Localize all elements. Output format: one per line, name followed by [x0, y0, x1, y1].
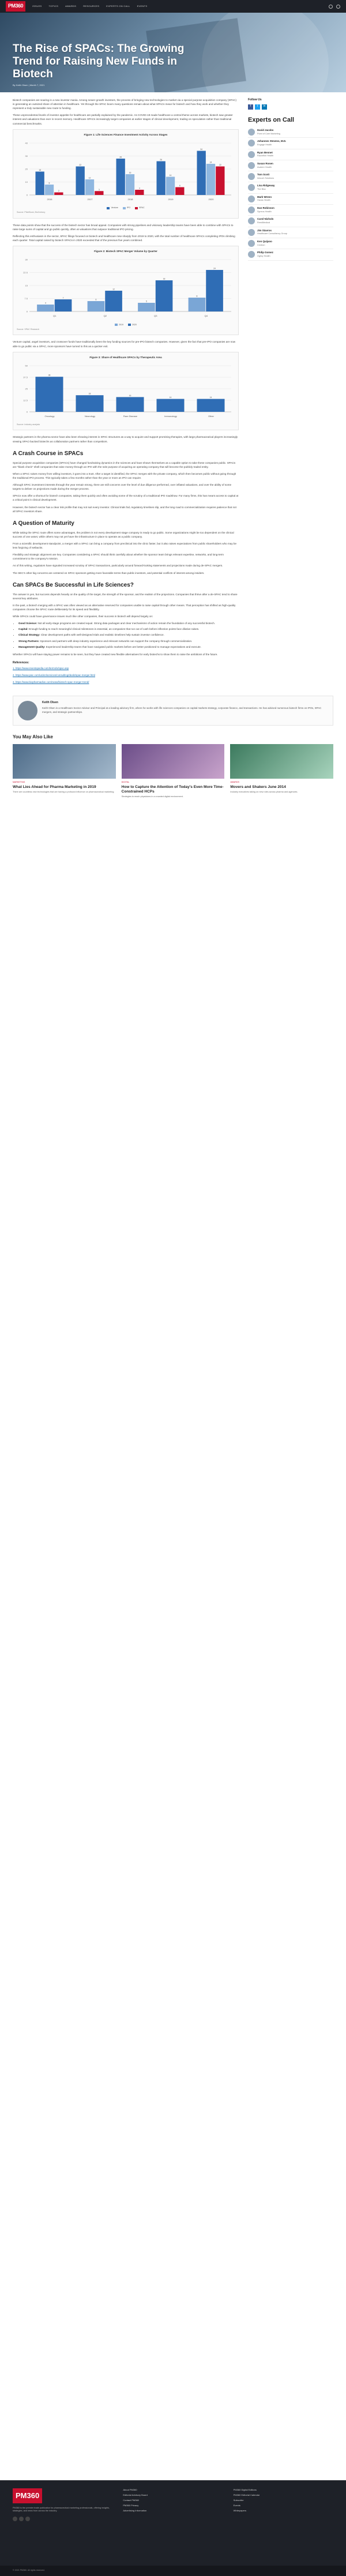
- paragraph: Reflecting this enthusiasm in the sector, SPAC filings focused on biotech and healthcare rose sharply from 2019 to 2020, with the total number of healthcare SPACs completing IPOs climbing each quarter. Total capital raised by biotech SPACs in 2020 exceeded that of the previous five years combined.: [13, 235, 235, 242]
- expert-org: ReedMedical: [257, 221, 270, 224]
- related-card[interactable]: [230, 744, 333, 799]
- expert-item[interactable]: [248, 194, 333, 205]
- related-thumbnail[interactable]: [13, 744, 116, 779]
- bar: [116, 159, 125, 195]
- y-tick-label: 22.5: [23, 271, 28, 275]
- legend-label: Venture: [111, 206, 118, 209]
- twitter-icon[interactable]: [19, 2517, 24, 2521]
- related-title[interactable]: Movers and Shakers June 2014: [230, 785, 286, 790]
- data-label: 4: [138, 187, 140, 190]
- figure-source: Source: PitchBook, BioCentury: [17, 211, 46, 214]
- expert-name[interactable]: Mark Wrenn: [257, 195, 272, 198]
- data-label: 12: [112, 288, 115, 291]
- expert-item[interactable]: [248, 205, 333, 216]
- figure-title: Figure 2: Biotech SPAC Merger Volume by Quarter: [94, 250, 157, 253]
- related-excerpt: Industry executives taking on new roles across pharma and agencies.: [230, 791, 298, 793]
- figure-1-chart: [17, 140, 235, 203]
- sidebar: [248, 98, 333, 688]
- data-label: 2: [58, 189, 59, 192]
- bar: [126, 174, 134, 195]
- paragraph: These data points show that the success of the biotech sector has broad appeal. Companies with strong pipelines and visionary leadership teams have been able to combine with SPACs to raise large sums of capital and go public quickly, often at valuations that outpace traditional IPO pricing.: [13, 223, 234, 231]
- y-tick-label: 0: [26, 410, 28, 414]
- data-label: 14: [169, 174, 172, 177]
- expert-avatar: [248, 217, 255, 224]
- figure-2: [13, 246, 239, 335]
- bar: [36, 377, 63, 412]
- bar: [166, 177, 175, 195]
- chart-legend: [17, 206, 235, 209]
- x-tick-label: 2016: [47, 197, 52, 201]
- data-label: 14: [169, 396, 172, 399]
- expert-item[interactable]: [248, 238, 333, 249]
- bar: [95, 191, 103, 195]
- expert-item[interactable]: [248, 227, 333, 238]
- y-tick-label: 25: [25, 387, 28, 390]
- list-item: • Strong Partners: Sponsors and partners with deep industry experience and relevant networks can support the company through commercialization.: [18, 639, 239, 643]
- figure-title: Figure 3: Share of Healthcare SPACs by Therapeutic Area: [89, 355, 162, 359]
- nav-link[interactable]: AWARDS: [65, 5, 77, 7]
- footer-link[interactable]: PM360 Privacy: [123, 2504, 139, 2507]
- figure-source: Source: Industry analysis: [17, 423, 40, 426]
- bar: [135, 190, 144, 195]
- paragraph: Special purpose acquisition companies (SPACs) have changed fundraising dynamics in the sciences and have shown themselves as a capable option to take these companies public. SPACs are "blank check" shell companies that raise money through an IPO with the sole purpose of acquiring an operating company that will become the publicly traded entity.: [13, 461, 236, 468]
- bar: [76, 163, 85, 195]
- data-label: 26: [160, 158, 163, 161]
- y-tick-label: 0: [26, 193, 28, 197]
- nav-link[interactable]: EVENTS: [137, 5, 148, 7]
- search-icon[interactable]: [329, 5, 333, 9]
- list-item: • Management Quality: Experienced leadership teams that have navigated public markets before are better positioned to manage expectations and execute.: [18, 645, 239, 649]
- related-title[interactable]: How to Capture the Attention of Today's Even More Time-Constrained HCPs: [121, 785, 224, 794]
- expert-org: Engage Health: [257, 143, 272, 146]
- user-icon[interactable]: [336, 5, 340, 9]
- bar: [105, 291, 122, 311]
- x-tick-label: Oncology: [44, 414, 55, 418]
- x-tick-label: Q3: [154, 314, 157, 318]
- bar: [216, 163, 224, 195]
- data-label: 34: [200, 148, 203, 151]
- chart-legend: [17, 324, 235, 326]
- hero-text: [13, 43, 203, 87]
- related-category: AWARDS: [230, 780, 239, 783]
- related-card[interactable]: [13, 744, 116, 799]
- footer-links-1: [123, 2488, 223, 2558]
- reference-link[interactable]: 3. https://www.biopharmadive.com/news/biotech-spac-merger-trend/: [13, 680, 89, 684]
- data-label: 7: [62, 296, 64, 299]
- related-excerpt: There are countless new technologies that are having a profound influence on pharmaceutical marketing.: [13, 791, 115, 793]
- reference-link[interactable]: 1. https://www.investopedia.com/terms/s/spac.asp: [13, 667, 69, 670]
- footer-link[interactable]: About PM360: [123, 2488, 137, 2491]
- data-label: 14: [209, 396, 212, 399]
- figure-source: Source: SPAC Research: [17, 328, 40, 331]
- expert-name[interactable]: Ken Quijano: [257, 239, 272, 243]
- article-body: [13, 98, 239, 688]
- paragraph: In the past, a biotech merging with a SPAC was often viewed as an alternative reserved for companies unable to raise capital through other means. That perception has shifted as high-quality companies choose the SPAC route deliberately for its speed and flexibility.: [13, 603, 236, 611]
- paragraph: Venture capital, angel investors, and crossover funds have traditionally been the key funding sources for pre-IPO biotech companies. However, given the fact that pre-IPO companies are now able to go public via a SPAC, more sponsors have turned to this as a quicker exit.: [13, 340, 236, 348]
- legend-label: SPAC: [139, 206, 145, 209]
- expert-name[interactable]: Lisa Ridgeway: [257, 184, 275, 187]
- expert-org: The Bloc: [257, 188, 266, 191]
- y-tick-label: 15: [25, 284, 28, 287]
- x-tick-label: Rare Disease: [123, 414, 138, 418]
- data-label: 3: [98, 188, 100, 191]
- y-tick-label: 40: [25, 141, 28, 145]
- related-category: MARKETING: [13, 780, 25, 783]
- legend-swatch: [107, 207, 110, 209]
- nav-link[interactable]: ISSUES: [32, 5, 42, 7]
- bar: [175, 184, 184, 195]
- legend-entry: [128, 324, 137, 326]
- related-heading: You May Also Like: [13, 734, 53, 739]
- section-heading: A Question of Maturity: [13, 520, 74, 527]
- footer-logo[interactable]: PM360: [13, 2488, 42, 2503]
- paragraph: Flexibility and strategic alignment are key. Companies considering a SPAC should think carefully about whether the sponsor team brings relevant expertise, networks, and long-term commitment to the company's mission.: [13, 553, 224, 561]
- expert-avatar: [248, 240, 255, 247]
- paragraph: Although SPAC investment interests through the year remain strong, there are still concerns over the level of due diligence performed, over inflated valuations, and over the ability of some targets to deliver on projections made during the merger process.: [13, 483, 232, 491]
- expert-item[interactable]: [248, 182, 333, 193]
- paragraph: From a scientific development standpoint, a merger with a SPAC can bring a company from preclinical into the clinic faster, but it also raises expectations from public shareholders who may be less forgiving of setbacks.: [13, 542, 237, 550]
- expert-avatar: [248, 129, 255, 136]
- bar: [88, 298, 105, 311]
- expert-org: Avalere Health: [257, 166, 272, 168]
- x-tick-label: Q4: [204, 314, 208, 318]
- nav-links: [32, 5, 147, 8]
- expert-org: Syneos Health: [257, 210, 272, 213]
- expert-org: Havas Health: [257, 199, 270, 202]
- data-label: 24: [209, 161, 212, 164]
- expert-name[interactable]: Dan Robinson: [257, 206, 274, 210]
- site-logo[interactable]: PM360: [6, 1, 25, 12]
- legend-entry: [123, 206, 130, 209]
- paragraph: While taking the SPAC route offers some advantages, the problem is not every development stage company is ready to go public. Some organizations might be too dependent on the clinical success of one asset, while others may not yet have the infrastructure in place to operate as a public company.: [13, 531, 234, 538]
- author-box: [13, 696, 333, 726]
- figure-title: Figure 1: Life Sciences Finance Investment Activity Across Stages: [84, 133, 168, 136]
- references-heading: References:: [13, 660, 29, 664]
- expert-name[interactable]: Jim Stavros: [257, 228, 272, 232]
- legend-entry: [107, 206, 118, 209]
- expert-name[interactable]: Tom Scott: [257, 173, 270, 177]
- legend-swatch: [115, 324, 118, 326]
- related-excerpt: Strategies to reach physicians in a crowded digital environment.: [121, 795, 183, 798]
- footer-link[interactable]: Advertising Information: [123, 2509, 147, 2512]
- legend-entry: [115, 324, 123, 326]
- expert-org: Razorfish Health: [257, 155, 274, 157]
- related-card[interactable]: [122, 744, 225, 799]
- bar: [76, 395, 104, 412]
- y-tick-label: 10: [25, 180, 28, 183]
- author-bio: Keith Olsen is a Healthcare Sector Advisor and Principal at a leading advisory firm, where he works with life sciences companies on capital markets strategy, corporate finance, and transactions. He has advised numerous biotech firms on IPOs, SPAC mergers, and strategic partnerships.: [42, 707, 322, 714]
- expert-name[interactable]: Johannes Stevens, M.D.: [257, 140, 287, 143]
- expert-org: Intouch Solutions: [257, 177, 274, 179]
- copyright: © 2021 PM360. All rights reserved.: [0, 2566, 346, 2576]
- nav-actions: [329, 5, 340, 9]
- expert-avatar: [248, 173, 255, 180]
- expert-avatar: [248, 251, 255, 258]
- related-category: DIGITAL: [121, 780, 130, 783]
- x-tick-label: Q2: [103, 314, 107, 318]
- bar: [157, 158, 166, 195]
- bar: [206, 267, 223, 311]
- follow-heading: Follow Us: [248, 98, 262, 102]
- bar: [156, 277, 173, 311]
- legend-swatch: [123, 207, 126, 209]
- data-label: 28: [119, 156, 122, 159]
- figure-2-chart: [17, 256, 235, 320]
- y-tick-label: 50: [25, 364, 28, 367]
- legend-swatch: [135, 207, 138, 209]
- top-nav: [0, 0, 346, 13]
- paragraph: When a SPAC raises money from willing investors, it goes into a trust. After a target is identified, the SPAC merges with the private company, which then becomes public without going through the traditional IPO process. This typically takes a few months rather than the year or more an IPO can require.: [13, 472, 236, 479]
- paragraph: However, the biotech sector has a clear risk profile that may not suit every investor. Clinical trials fail, regulatory timelines slip, and the long road to commercialization requires patience that not all SPAC investors share.: [13, 505, 236, 513]
- footer-link[interactable]: Editorial Advisory Board: [123, 2494, 148, 2496]
- x-tick-label: 2018: [127, 197, 133, 201]
- footer-link[interactable]: Subscribe: [233, 2499, 244, 2502]
- expert-avatar: [248, 229, 255, 236]
- linkedin-icon[interactable]: [25, 2517, 30, 2521]
- data-label: 18: [88, 392, 91, 395]
- paragraph: SPACs now offer a shortcut for biotech companies, taking them quickly and often avoiding some of the scrutiny of a traditional IPO roadshow. For many firms, this has meant access to capital at a critical point in clinical development.: [13, 494, 239, 502]
- article-title: The Rise of SPACs: The Growing Trend for Raising New Funds in Biotech: [13, 43, 185, 80]
- bar: [197, 151, 206, 195]
- paragraph: While SPACs could have governance issues much like other companies, their success in biotech will depend largely on:: [13, 615, 153, 618]
- data-label: 24: [213, 267, 216, 270]
- expert-name[interactable]: Ryan Bennet: [257, 151, 273, 154]
- related-title[interactable]: What Lies Ahead for Pharma Marketing in 2019: [13, 785, 96, 790]
- x-tick-label: Neurology: [84, 414, 96, 418]
- data-label: 6: [95, 298, 97, 301]
- expert-avatar: [248, 206, 255, 213]
- experts-heading: Experts on Call: [248, 116, 295, 123]
- expert-item[interactable]: [248, 249, 333, 260]
- twitter-icon[interactable]: t: [255, 104, 260, 110]
- legend-label: IPO: [126, 206, 131, 209]
- y-tick-label: 20: [25, 167, 28, 171]
- expert-item[interactable]: [248, 171, 333, 182]
- y-tick-label: 30: [25, 154, 28, 157]
- expert-org: Centron: [257, 243, 265, 246]
- data-label: 18: [163, 277, 166, 280]
- footer-social: [13, 2517, 112, 2521]
- references: [13, 661, 239, 685]
- paragraph: Whether SPACs will have staying power remains to be seen, but they have created new flexible alternatives for early biotechs to show them to raise the ambitions of the future.: [13, 652, 218, 656]
- data-label: 18: [39, 168, 42, 171]
- figure-1: [13, 129, 239, 219]
- author-name[interactable]: Keith Olsen: [42, 700, 58, 704]
- follow-us: [248, 98, 333, 110]
- bar: [206, 164, 215, 195]
- expert-name[interactable]: Philip Gomez: [257, 251, 273, 254]
- expert-org: Ogilvy Health: [257, 254, 270, 257]
- footer-link[interactable]: Whitepapers: [233, 2509, 247, 2512]
- x-tick-label: Other: [208, 414, 215, 418]
- footer-link[interactable]: Events: [233, 2504, 240, 2507]
- bar: [37, 305, 54, 311]
- bar: [54, 189, 63, 195]
- y-tick-label: 7.5: [24, 297, 28, 301]
- figure-3: [13, 352, 239, 431]
- legend-swatch: [128, 324, 131, 326]
- legend-entry: [135, 206, 145, 209]
- list-item: • Capital: Enough funding to reach meaningful clinical milestones is essential, as companies that run out of cash before inflection points face dilutive raises.: [18, 627, 239, 631]
- list-item: • Clinical Strategy: Clear development paths with well-designed trials and realistic timelines help sustain investor confidence.: [18, 633, 239, 637]
- bar: [116, 397, 144, 412]
- related-thumbnail[interactable]: [230, 744, 333, 779]
- site-footer: [0, 2480, 346, 2566]
- section-heading: A Crash Course in SPACs: [13, 450, 84, 457]
- bar: [157, 399, 185, 411]
- bar: [36, 168, 44, 195]
- facebook-icon[interactable]: [13, 2517, 17, 2521]
- expert-avatar: [248, 196, 255, 202]
- nav-link[interactable]: EXPERTS ON CALL: [106, 5, 130, 7]
- legend-label: 2020: [132, 323, 137, 326]
- expert-name[interactable]: Carol Nichols: [257, 217, 274, 221]
- y-tick-label: 30: [25, 258, 28, 261]
- paragraph: Strategic partners in the pharma sector have also been showing interest in SPAC structures as a way to acquire and support promising therapies, with large pharmaceutical players increasingly viewing SPAC-backed biotechs as collaboration partners rather than competitors.: [13, 435, 238, 443]
- section-heading: Can SPACs Be Successful in Life Sciences?: [13, 581, 134, 588]
- footer-about: PM360 is the premier trade publication for pharmaceutical marketing professionals, offering insights, strategies, and news from across the industry.: [13, 2506, 110, 2513]
- data-label: 4: [44, 302, 46, 305]
- data-label: 22: [219, 163, 221, 166]
- expert-item[interactable]: [248, 216, 333, 227]
- data-label: 22: [79, 163, 82, 166]
- data-label: 16: [129, 171, 131, 174]
- bar: [197, 399, 225, 411]
- article-byline: By Keith Olsen | Month 7, 2021: [13, 83, 45, 87]
- expert-org: Healthcare Consultancy Group: [257, 232, 287, 235]
- expert-avatar: [248, 140, 255, 147]
- y-tick-label: 12.5: [23, 399, 28, 402]
- bar: [85, 179, 94, 195]
- footer-link[interactable]: PM360 Editorial Calendar: [233, 2494, 260, 2496]
- x-tick-label: 2017: [87, 197, 93, 201]
- data-label: 5: [145, 300, 147, 303]
- success-factors-list: [18, 621, 239, 649]
- footer-link[interactable]: Contact PM360: [123, 2499, 139, 2502]
- experts-on-call: [248, 115, 333, 261]
- nav-link[interactable]: TOPICS: [48, 5, 59, 7]
- expert-name[interactable]: David Jacobs: [257, 129, 274, 132]
- list-item: • Good Science: Not all early-stage programs are created equal. Strong data packages and clear mechanisms of action remain the foundation of any successful biotech.: [18, 621, 239, 625]
- y-tick-label: 37.5: [23, 375, 28, 379]
- x-tick-label: Immunology: [164, 414, 177, 418]
- expert-item[interactable]: [248, 160, 333, 171]
- nav-link[interactable]: RESOURCES: [83, 5, 100, 7]
- bar: [45, 185, 54, 195]
- x-tick-label: Q1: [53, 314, 57, 318]
- y-tick-label: 0: [26, 310, 28, 313]
- data-label: 6: [179, 184, 180, 187]
- expert-name[interactable]: Susan Rosen: [257, 162, 273, 165]
- related-articles: [13, 734, 333, 799]
- data-label: 38: [48, 374, 51, 377]
- paragraph: These unprecedented levels of investor appetite for healthcare are partially explained by the pandemic. As COVID-19 made healthcare a central theme across markets, biotech saw greater interest and valuations than ever in recent memory. Healthcare SPACs increasingly target companies at earlier stages of clinical development, trading on speculation rather than traditional commercial benchmarks.: [13, 114, 233, 125]
- expert-avatar: [248, 151, 255, 158]
- social-links: [248, 104, 333, 110]
- related-thumbnail[interactable]: [122, 744, 225, 779]
- linkedin-icon[interactable]: in: [262, 104, 267, 110]
- author-avatar: [18, 701, 37, 720]
- expert-avatar: [248, 162, 255, 169]
- facebook-icon[interactable]: f: [248, 104, 253, 110]
- footer-links-2: [234, 2488, 333, 2558]
- bar: [189, 298, 206, 311]
- legend-label: 2019: [119, 323, 123, 326]
- figure-3-chart: [17, 362, 235, 420]
- expert-item[interactable]: [248, 127, 333, 138]
- paragraph: The SEC's other big concerns are centered on SPAC sponsors getting more favorable terms than public investors, and potential conflicts of interest among insiders.: [13, 571, 205, 574]
- x-tick-label: 2019: [168, 197, 174, 201]
- expert-org: Point of Care Marketing: [257, 132, 280, 135]
- expert-item[interactable]: [248, 138, 333, 149]
- paragraph: As of this writing, regulators have signaled increased scrutiny of SPAC transactions, particularly around forward-looking statements and projections made during de-SPAC mergers.: [13, 564, 223, 568]
- paragraph: The answer is yes, but success depends heavily on the quality of the target, the strength of the sponsor, and the realism of the projections. Companies that thrive after a de-SPAC tend to share several key attributes.: [13, 592, 238, 600]
- data-label: 12: [88, 177, 91, 179]
- x-tick-label: 2020: [208, 197, 214, 201]
- expert-item[interactable]: [248, 149, 333, 160]
- expert-avatar: [248, 184, 255, 191]
- footer-link[interactable]: PM360 Digital Editions: [233, 2488, 257, 2491]
- data-label: 8: [48, 182, 50, 185]
- paragraph: Biotech companies are soaring in a new investor mania. Among newer growth investors, the process of bringing new technologies to market via a special purpose acquisition company (SPAC) is generating an outsized share of attention in healthcare. Yet through the SPAC boom many questions remain about what SPACs mean for biotech and how they work and whether they represent a truly sustainable new route to funding.: [13, 99, 237, 110]
- hero-banner: [0, 13, 346, 92]
- reference-link[interactable]: 2. https://www.pwc.com/us/en/services/consulting/deals/spac-merger.html: [13, 674, 95, 677]
- data-label: 16: [129, 394, 131, 397]
- data-label: 8: [196, 295, 198, 298]
- bar: [55, 296, 72, 311]
- bar: [138, 300, 155, 311]
